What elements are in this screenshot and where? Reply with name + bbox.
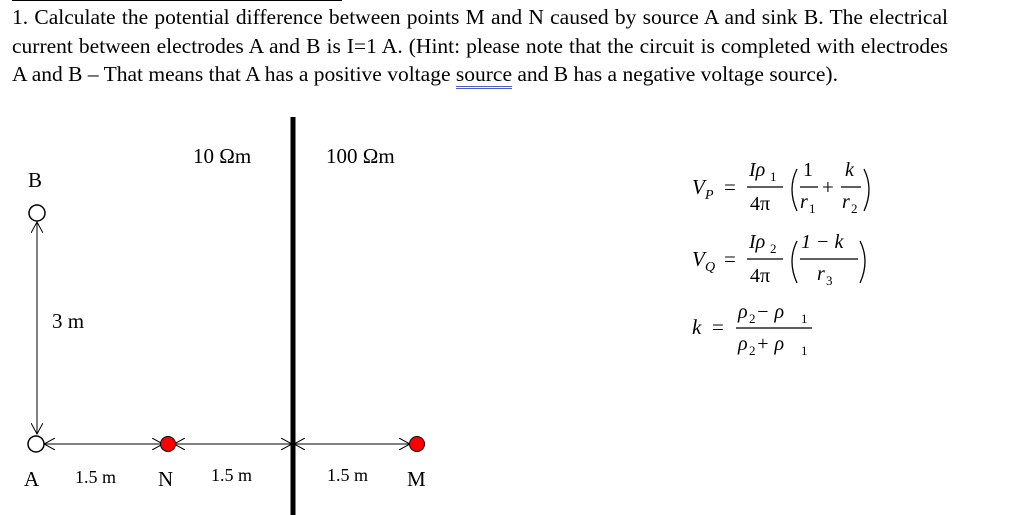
vp-lhs-sub: P — [705, 188, 714, 203]
k-denominator-op: + ρ — [756, 333, 785, 355]
vp-numerator-sub: 1 — [770, 169, 777, 184]
vp-term2-den: r — [842, 191, 850, 213]
dist-AB-label: 3 m — [52, 309, 85, 333]
vq-lhs-sub: Q — [705, 260, 716, 275]
k-lhs: k — [692, 315, 702, 339]
vp-denominator: 4π — [750, 193, 771, 215]
k-numerator-rho2: ρ — [738, 301, 748, 323]
resistivity-left-label: 10 Ωm — [193, 144, 252, 168]
vq-term-numerator: 1 − k — [801, 231, 844, 253]
label-N: N — [158, 467, 174, 491]
vp-left-paren — [792, 169, 797, 211]
label-B: B — [28, 168, 43, 192]
vq-term-den-sub: 3 — [826, 273, 833, 288]
vp-term2-numerator: k — [845, 159, 854, 181]
dist-AN-label: 1.5 m — [75, 467, 117, 487]
vq-numerator: Iρ — [749, 231, 766, 253]
vq-left-paren — [792, 241, 797, 283]
label-A: A — [24, 467, 40, 491]
point-M — [410, 437, 425, 452]
vq-term-den: r — [817, 263, 825, 285]
resistivity-right-label: 100 Ωm — [326, 144, 395, 168]
vq-denominator: 4π — [750, 265, 771, 287]
dist-N-boundary-label: 1.5 m — [211, 465, 253, 485]
vp-numerator: Iρ — [749, 159, 766, 181]
k-numerator-sub1: 1 — [801, 311, 808, 326]
k-numerator-sub2: 2 — [749, 311, 756, 326]
vp-equals: = — [724, 175, 736, 199]
equation-vp — [692, 159, 869, 216]
k-equals: = — [712, 315, 724, 339]
vq-lhs: V — [692, 247, 705, 271]
vp-lhs: V — [692, 175, 705, 199]
electrode-B — [29, 205, 45, 221]
electrode-A — [28, 436, 44, 452]
vp-term1-numerator: 1 — [803, 159, 813, 181]
dist-boundary-M-label: 1.5 m — [327, 465, 369, 485]
equation-vq — [692, 231, 865, 288]
vq-numerator-sub: 2 — [770, 241, 777, 256]
equation-k — [692, 301, 812, 358]
label-M: M — [407, 467, 426, 491]
k-numerator-op: − ρ — [756, 301, 785, 323]
vq-right-paren — [860, 241, 865, 283]
question-tail: and B has a negative voltage source). — [512, 62, 838, 86]
vp-right-paren — [864, 169, 869, 211]
question-underlined-word: source — [456, 62, 512, 89]
question-main: 1. Calculate the potential difference between points M and N caused by source A and sink B. The electrical current between electrodes A and B is I=1 A. (Hint: please note that the circuit is completed with electrodes A and B – That means that A has a positive voltage — [12, 5, 948, 86]
vp-term1-den-sub: 1 — [809, 201, 816, 216]
k-denominator-sub1: 1 — [801, 343, 808, 358]
point-N — [161, 437, 176, 452]
k-denominator-sub2: 2 — [749, 343, 756, 358]
vp-plus: + — [822, 175, 834, 199]
vq-equals: = — [724, 247, 736, 271]
vp-term1-den: r — [800, 191, 808, 213]
k-denominator-rho2: ρ — [738, 333, 748, 355]
vp-term2-den-sub: 2 — [851, 201, 858, 216]
